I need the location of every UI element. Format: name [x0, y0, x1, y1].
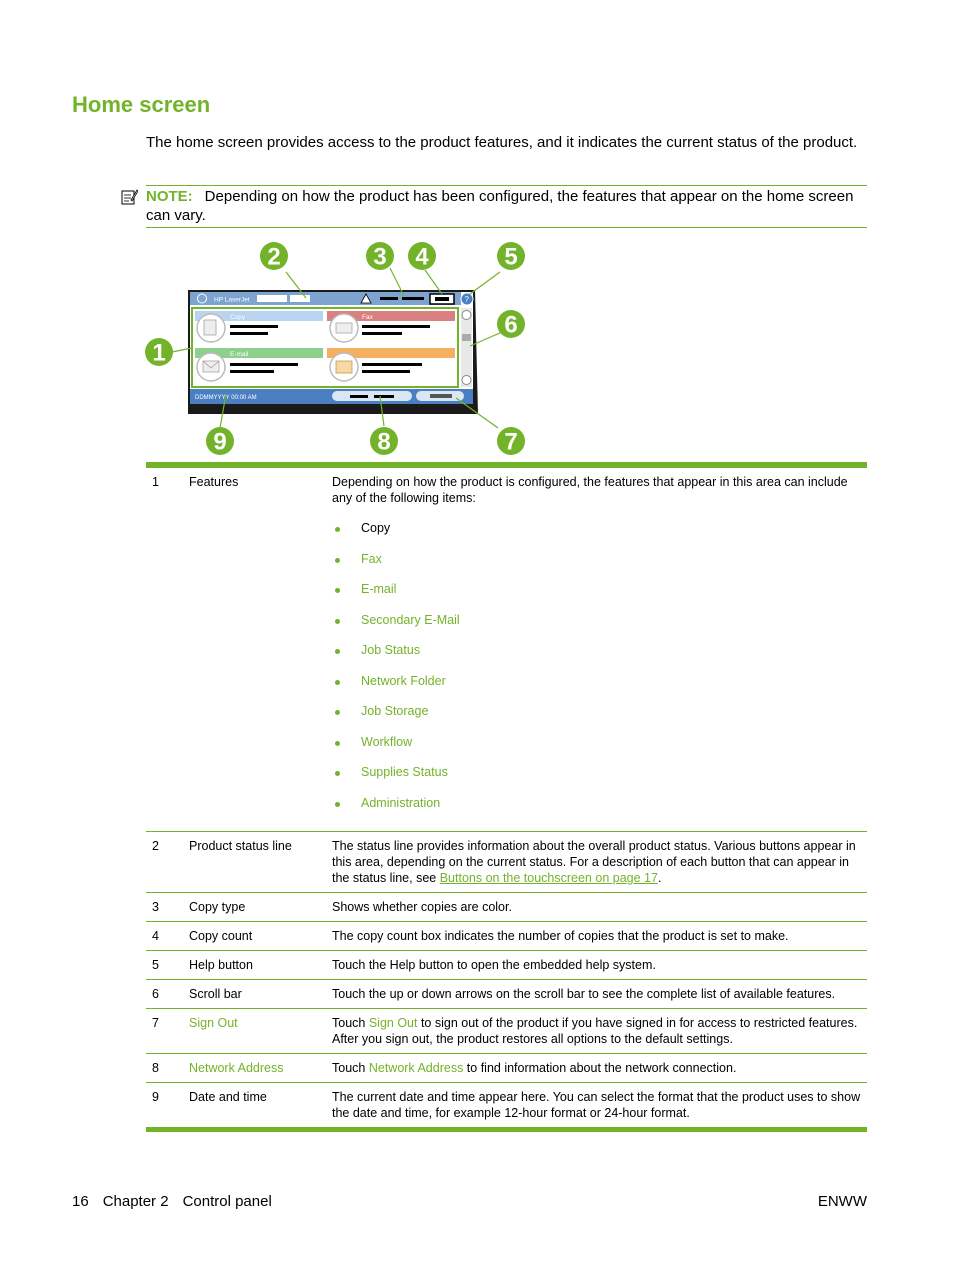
- table-row: 6 Scroll bar Touch the up or down arrows on the scroll bar to see the complete list of available features.: [146, 979, 867, 1008]
- network-address-button: [332, 391, 412, 401]
- page-number: 16: [72, 1193, 89, 1210]
- chapter-label: Chapter 2: [102, 1193, 169, 1210]
- scroll-down-icon: [462, 376, 471, 385]
- note-box: [146, 185, 867, 228]
- note-label: NOTE:: [146, 188, 193, 205]
- svg-text:Fax: Fax: [362, 314, 373, 321]
- features-list: [332, 520, 867, 825]
- list-item[interactable]: Job Storage: [332, 703, 867, 734]
- list-item[interactable]: Secondary E-Mail: [332, 612, 867, 643]
- table-row: 4 Copy count The copy count box indicates the number of copies that the product is set to make.: [146, 921, 867, 950]
- scroll-up-icon: [462, 311, 471, 320]
- svg-text:Copy: Copy: [230, 314, 246, 321]
- list-item[interactable]: Fax: [332, 551, 867, 582]
- callout-table: [146, 462, 867, 1132]
- list-item[interactable]: Job Status: [332, 642, 867, 673]
- sign-out-link[interactable]: Sign Out: [189, 1016, 238, 1030]
- list-item[interactable]: Network Folder: [332, 673, 867, 704]
- intro-paragraph: The home screen provides access to the product features, and it indicates the current status of the product.: [146, 134, 858, 151]
- network-address-term[interactable]: Network Address: [368, 1061, 464, 1075]
- home-screen-figure: [140, 238, 540, 463]
- svg-text:3: 3: [373, 243, 387, 271]
- list-item[interactable]: E-mail: [332, 581, 867, 612]
- copy-type: [380, 297, 398, 300]
- list-item[interactable]: Supplies Status: [332, 764, 867, 795]
- table-row: 8 Network Address Touch Network Address to find information about the network connection.: [146, 1053, 867, 1082]
- sign-out-term[interactable]: Sign Out: [368, 1016, 418, 1030]
- svg-text:5: 5: [504, 243, 518, 271]
- footer-right: ENWW: [817, 1193, 867, 1210]
- table-row: 7 Sign Out Touch Sign Out to sign out of the product if you have signed in for access to restricted features. After you sign out, the product restores all options to the default settings.: [146, 1008, 867, 1053]
- svg-text:2: 2: [267, 243, 281, 271]
- table-row: 1 Features Depending on how the product is configured, the features that appear in this area can include any of the following items: Copy Fax E-mail Secondary E-Mail Job Status Network Folder Job Storage Workflow Supplies Status Administration: [146, 468, 867, 831]
- page-heading: Home screen: [72, 92, 211, 117]
- svg-text:7: 7: [504, 428, 518, 456]
- network-address-link[interactable]: Network Address: [189, 1061, 284, 1075]
- footer-left: [72, 1193, 286, 1210]
- list-item: Copy: [332, 520, 867, 551]
- model-mask: [257, 295, 287, 302]
- list-item[interactable]: Administration: [332, 795, 867, 826]
- table-row: 2 Product status line The status line provides information about the overall product status. Various buttons appear in this area, depending on the current status. For a description of each button that can appear in the status line, see Buttons on the touchscreen on page 17.: [146, 831, 867, 892]
- brand-text: HP LaserJet: [214, 296, 250, 304]
- table-row: 9 Date and time The current date and time appear here. You can select the format that the product uses to show the date and time, for example 12-hour format or 24-hour format.: [146, 1082, 867, 1127]
- section-label: Control panel: [182, 1193, 272, 1210]
- svg-text:6: 6: [504, 311, 518, 339]
- table-row: 5 Help button Touch the Help button to open the embedded help system.: [146, 950, 867, 979]
- svg-text:?: ?: [464, 295, 469, 304]
- note-text: Depending on how the product has been configured, the features that appear on the home screen can vary.: [146, 188, 854, 224]
- svg-text:4: 4: [415, 243, 429, 271]
- svg-text:1: 1: [152, 339, 166, 367]
- date-time: DDMMYYYY 00:00 AM: [195, 395, 257, 401]
- svg-text:9: 9: [213, 428, 227, 456]
- buttons-link[interactable]: Buttons on the touchscreen on page 17: [439, 871, 658, 885]
- note-icon: [120, 188, 138, 206]
- list-item[interactable]: Workflow: [332, 734, 867, 765]
- table-row: 3 Copy type Shows whether copies are color.: [146, 892, 867, 921]
- svg-text:E-mail: E-mail: [230, 351, 249, 358]
- svg-text:8: 8: [377, 428, 391, 456]
